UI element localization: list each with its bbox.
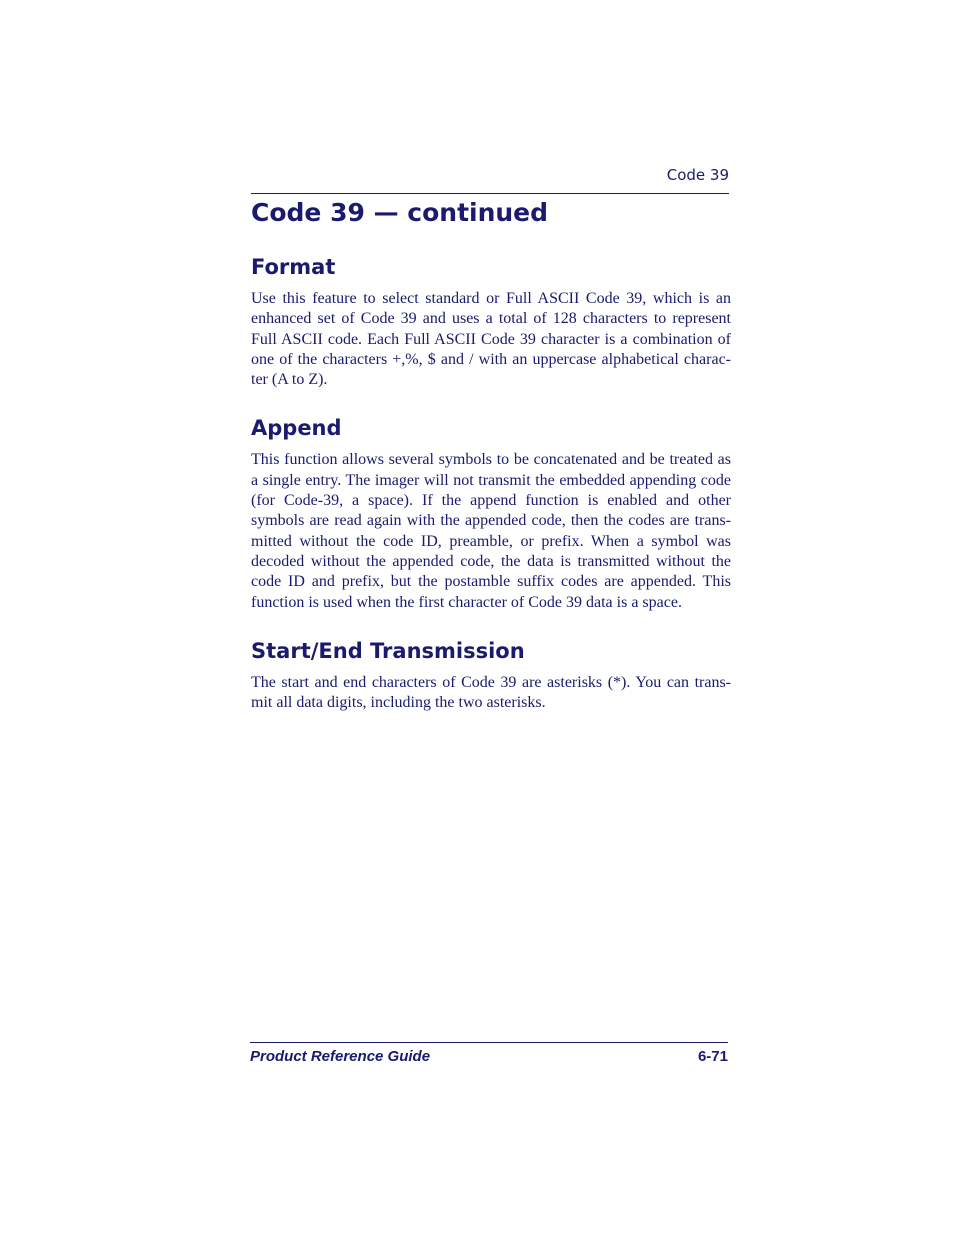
section-heading-append: Append	[251, 416, 342, 441]
page-content	[251, 196, 731, 713]
running-header: Code 39	[666, 166, 729, 184]
footer-rule	[250, 1042, 728, 1043]
footer-guide-title: Product Reference Guide	[250, 1048, 431, 1065]
page-title: Code 39 — continued	[251, 198, 549, 227]
section-heading-format: Format	[251, 255, 336, 279]
footer-page-number: 6-71	[697, 1048, 728, 1065]
header-rule	[251, 193, 729, 194]
section-body-format: Use this feature to select standard or Full ASCII Code 39, which is an enhanced set of Code 39 and uses a total of 128 characters to represent Full ASCII code. Each Full ASCII Code 39 character is a combination of one of the characters +,%, $ and / with an uppercase alphabetical charac-ter (A to Z).	[251, 290, 731, 389]
section-heading-start-end-transmission: Start/End Transmission	[251, 638, 525, 663]
page-footer	[250, 1048, 728, 1065]
section-body-append: This function allows several symbols to be concatenated and be treated as a single entry. The imager will not transmit the embedded appending code (for Code-39, a space). If the append function is enabled and other symbols are read again with the appended code, then the codes are trans-mitted without the code ID, preamble, or prefix. When a symbol was decoded without the appended code, the data is transmitted without the code ID and prefix, but the postamble suffix codes are appended. This function is used when the first character of Code 39 data is a space.	[251, 451, 731, 611]
section-body-start-end-transmission: The start and end characters of Code 39 are asterisks (*). You can trans-mit all data digits, including the two asterisks.	[251, 673, 731, 712]
